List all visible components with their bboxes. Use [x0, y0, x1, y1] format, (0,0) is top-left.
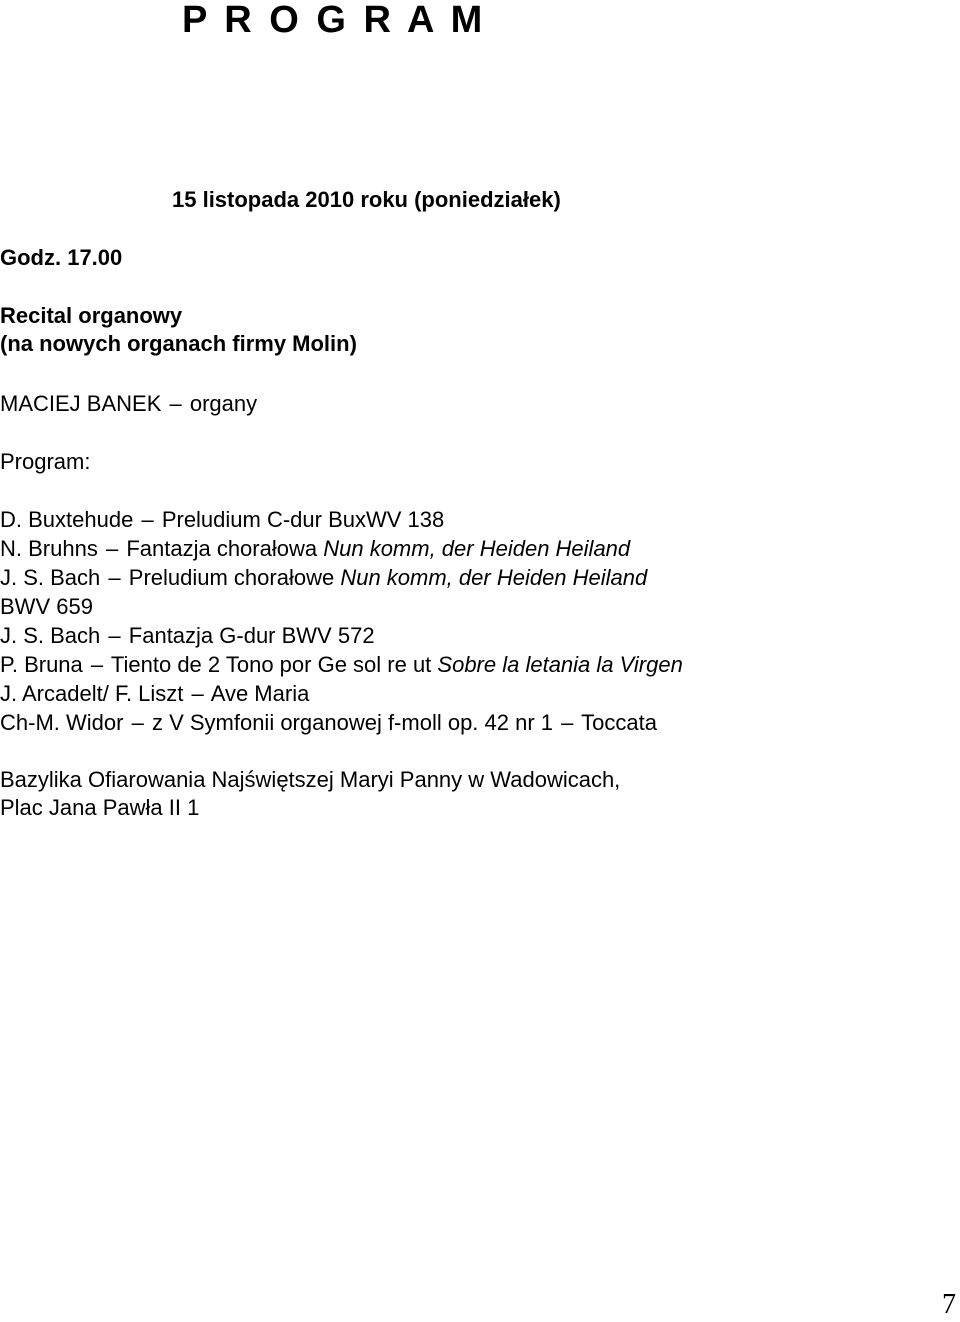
dash-separator: –: [108, 565, 121, 590]
program-item: [0, 708, 683, 737]
program-item: [0, 650, 683, 679]
composer: P. Bruna: [0, 652, 83, 677]
recital-title: Recital organowy: [0, 303, 183, 328]
composer: D. Buxtehude: [0, 507, 134, 532]
work-title: Fantazja chorałowa: [126, 536, 324, 561]
work-title: Ave Maria: [210, 681, 310, 706]
page-title: P R O G R A M: [182, 0, 483, 41]
program-item: [0, 679, 683, 708]
composer: J. S. Bach: [0, 623, 101, 648]
program-item: [0, 563, 683, 592]
event-time: Godz. 17.00: [0, 245, 123, 270]
composer: J. S. Bach: [0, 565, 101, 590]
program-item: [0, 534, 683, 563]
page-number: 7: [942, 1289, 956, 1320]
work-title: z V Symfonii organowej f-moll op. 42 nr 1: [151, 710, 554, 735]
work-title: Preludium C-dur BuxWV 138: [161, 507, 445, 532]
dash-separator: –: [191, 681, 204, 706]
work-title-italic: Nun komm, der Heiden Heiland: [340, 565, 648, 590]
dash-separator: –: [131, 710, 144, 735]
work-title: Preludium chorałowe: [128, 565, 341, 590]
dash-separator: –: [105, 536, 119, 561]
dash-separator: –: [141, 507, 154, 532]
venue-line-2: Plac Jana Pawła II 1: [0, 795, 200, 820]
program-item-continuation: [0, 592, 683, 621]
performer-role: organy: [189, 391, 258, 416]
work-title-suffix: BWV 659: [0, 594, 93, 619]
performer-dash: –: [169, 391, 182, 416]
venue: [0, 766, 620, 822]
composer: N. Bruhns: [0, 536, 98, 561]
work-title: Tiento de 2 Tono por Ge sol re ut: [110, 652, 438, 677]
program-item: [0, 505, 683, 534]
work-title-italic: Sobre la letania la Virgen: [437, 652, 683, 677]
dash-separator: –: [108, 623, 121, 648]
dash-separator: –: [90, 652, 104, 677]
work-title: Fantazja G-dur BWV 572: [128, 623, 375, 648]
program-item: [0, 621, 683, 650]
performer: [0, 390, 257, 418]
program-label: Program:: [0, 449, 91, 474]
composer: Ch-M. Widor: [0, 710, 124, 735]
recital-subtitle: (na nowych organach firmy Molin): [0, 331, 357, 356]
dash-separator: –: [561, 710, 574, 735]
venue-line-1: Bazylika Ofiarowania Najświętszej Maryi Panny w Wadowicach,: [0, 767, 621, 792]
recital-heading: [0, 302, 357, 358]
composer: J. Arcadelt/ F. Liszt: [0, 681, 184, 706]
event-date: 15 listopada 2010 roku (poniedziałek): [172, 187, 561, 212]
work-subtitle: Toccata: [581, 710, 657, 735]
work-title-italic: Nun komm, der Heiden Heiland: [323, 536, 631, 561]
program-list: [0, 505, 683, 737]
performer-name: MACIEJ BANEK: [0, 391, 162, 416]
